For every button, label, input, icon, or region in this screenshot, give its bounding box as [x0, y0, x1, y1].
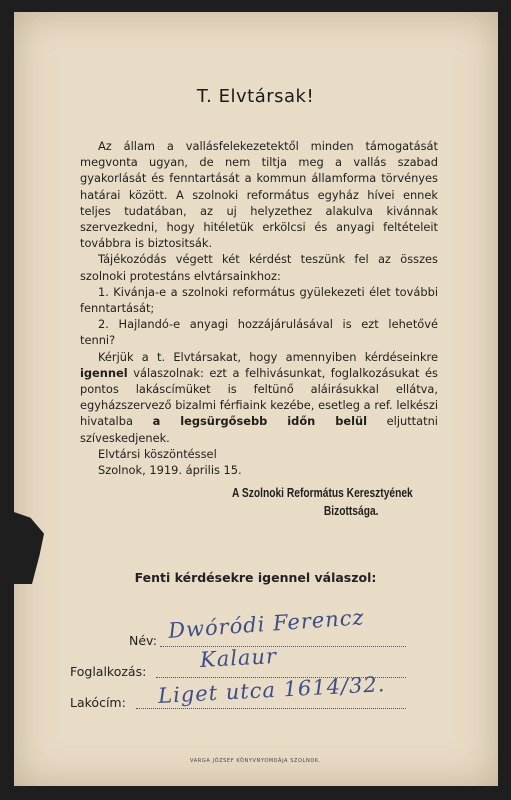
- signature-line-1: A Szolnoki Református Keresztyének: [232, 486, 413, 500]
- request-text-2: válaszolnak: ezt a felhivásunkat, foglalkozásukat és pontos lakáscímüket is feltünő aláirásukkal ellátva, egyházszervező bizalmi férfiaink kezébe, esetleg a ref. lelkészi hivatalba: [80, 365, 438, 429]
- name-handwriting: Dwóródi Ferencz: [167, 605, 366, 643]
- document-title: T. Elvtársak!: [196, 86, 315, 107]
- request-text-3: eljuttatni szíveskedjenek.: [80, 414, 438, 445]
- date-line: Szolnok, 1919. április 15.: [98, 463, 242, 478]
- name-line: [160, 646, 406, 647]
- paragraph-1: Az állam a vallásfelekezetektől minden támogatását megvonta ugyan, de nem tiltja meg a vallás szabad gyakorlását és fenntartását a kommun államforma törvényes határai között. A szolnoki református egyház hívei ennek teljes tudatában, az uj helyzethez alakulva kivánnak szervezkedni, hogy hitéletük erkölcsi és anyagi feltételeit továbbra is biztositsák.: [80, 139, 438, 251]
- request-bold-2: a legsürgősebb időn belül: [152, 414, 368, 429]
- address-handwriting: Liget utca 1614/32.: [157, 672, 386, 708]
- address-label: Lakócím:: [70, 695, 126, 710]
- occupation-label: Foglalkozás:: [70, 664, 147, 679]
- form-heading: Fenti kérdésekre igennel válaszol:: [134, 570, 377, 585]
- name-label: Név:: [129, 633, 157, 648]
- question-2: 2. Hajlandó-e anyagi hozzájárulásával is ezt lehetővé tenni?: [80, 317, 438, 348]
- request-bold-1: igennel: [80, 365, 128, 380]
- address-line: [136, 708, 406, 709]
- occupation-handwriting: Kalaur: [199, 644, 278, 672]
- document-body: [80, 138, 438, 478]
- question-1: 1. Kivánja-e a szolnoki református gyülekezeti élet további fenntartását;: [80, 284, 438, 316]
- signature-block: [232, 484, 421, 520]
- closing: Elvtársi köszöntéssel: [98, 446, 217, 461]
- paragraph-request: [80, 349, 438, 446]
- printer-imprint: VARGA JÓZSEF KÖNYVNYOMDÁJA SZOLNOK.: [190, 758, 321, 764]
- request-text-1: Kérjük a t. Elvtársakat, hogy amennyiben kérdéseinkre: [98, 349, 438, 364]
- paragraph-2: Tájékozódás végett két kérdést teszünk fel az összes szolnoki protestáns elvtársainkhoz:: [80, 252, 438, 283]
- signature-line-2: Bizottsága.: [323, 504, 379, 518]
